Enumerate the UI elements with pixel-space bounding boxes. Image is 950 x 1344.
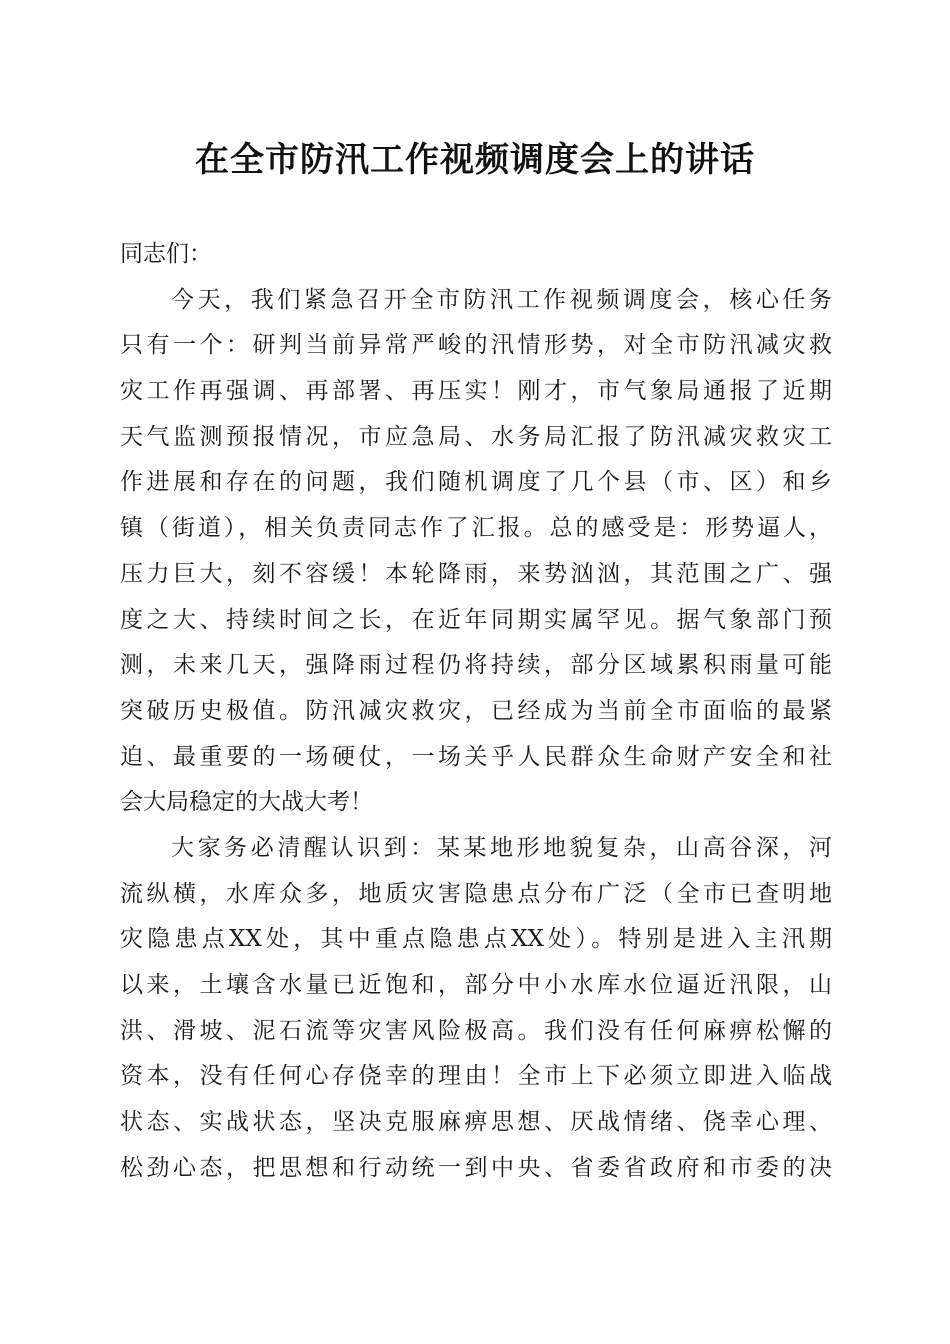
paragraph-line: 压力巨大，刻不容缓！本轮降雨，来势汹汹，其范围之广、强 — [120, 560, 832, 587]
paragraph-1 — [120, 278, 832, 826]
paragraph-line: 洪、滑坡、泥石流等灾害风险极高。我们没有任何麻痹松懈的 — [120, 1017, 832, 1044]
paragraph-line: 度之大、持续时间之长，在近年同期实属罕见。据气象部门预 — [120, 606, 832, 633]
paragraph-line: 资本，没有任何心存侥幸的理由！全市上下必须立即进入临战 — [120, 1063, 832, 1090]
paragraph-line: 测，未来几天，强降雨过程仍将持续，部分区域累积雨量可能 — [120, 652, 832, 679]
document-title: 在全市防汛工作视频调度会上的讲话 — [195, 140, 755, 180]
paragraph-line: 今天，我们紧急召开全市防汛工作视频调度会，核心任务 — [171, 286, 832, 313]
paragraph-line: 迫、最重要的一场硬仗，一场关乎人民群众生命财产安全和社 — [120, 743, 832, 770]
paragraph-line: 作进展和存在的问题，我们随机调度了几个县（市、区）和乡 — [120, 469, 832, 496]
paragraph-line: 天气监测预报情况，市应急局、水务局汇报了防汛减灾救灾工 — [120, 423, 832, 450]
paragraph-line: 会大局稳定的大战大考！ — [120, 789, 373, 816]
paragraph-line: 镇（街道），相关负责同志作了汇报。总的感受是：形势逼人， — [120, 515, 832, 542]
paragraph-line: 只有一个：研判当前异常严峻的汛情形势，对全市防汛减灾救 — [120, 332, 832, 359]
paragraph-2 — [120, 826, 832, 1192]
salutation: 同志们： — [120, 241, 212, 267]
paragraph-line: 灾工作再强调、再部署、再压实！刚才，市气象局通报了近期 — [120, 378, 832, 405]
paragraph-line: 灾隐患点XX处，其中重点隐患点XX处）。特别是进入主汛期 — [120, 926, 832, 953]
paragraph-line: 大家务必清醒认识到：某某地形地貌复杂，山高谷深，河 — [171, 834, 832, 861]
paragraph-line: 松劲心态，把思想和行动统一到中央、省委省政府和市委的决 — [120, 1154, 832, 1181]
paragraph-line: 状态、实战状态，坚决克服麻痹思想、厌战情绪、侥幸心理、 — [120, 1109, 832, 1136]
paragraph-line: 突破历史极值。防汛减灾救灾，已经成为当前全市面临的最紧 — [120, 697, 832, 724]
paragraph-line: 流纵横，水库众多，地质灾害隐患点分布广泛（全市已查明地 — [120, 880, 832, 907]
paragraph-line: 以来，土壤含水量已近饱和，部分中小水库水位逼近汛限，山 — [120, 972, 832, 998]
document-body — [120, 232, 832, 1191]
